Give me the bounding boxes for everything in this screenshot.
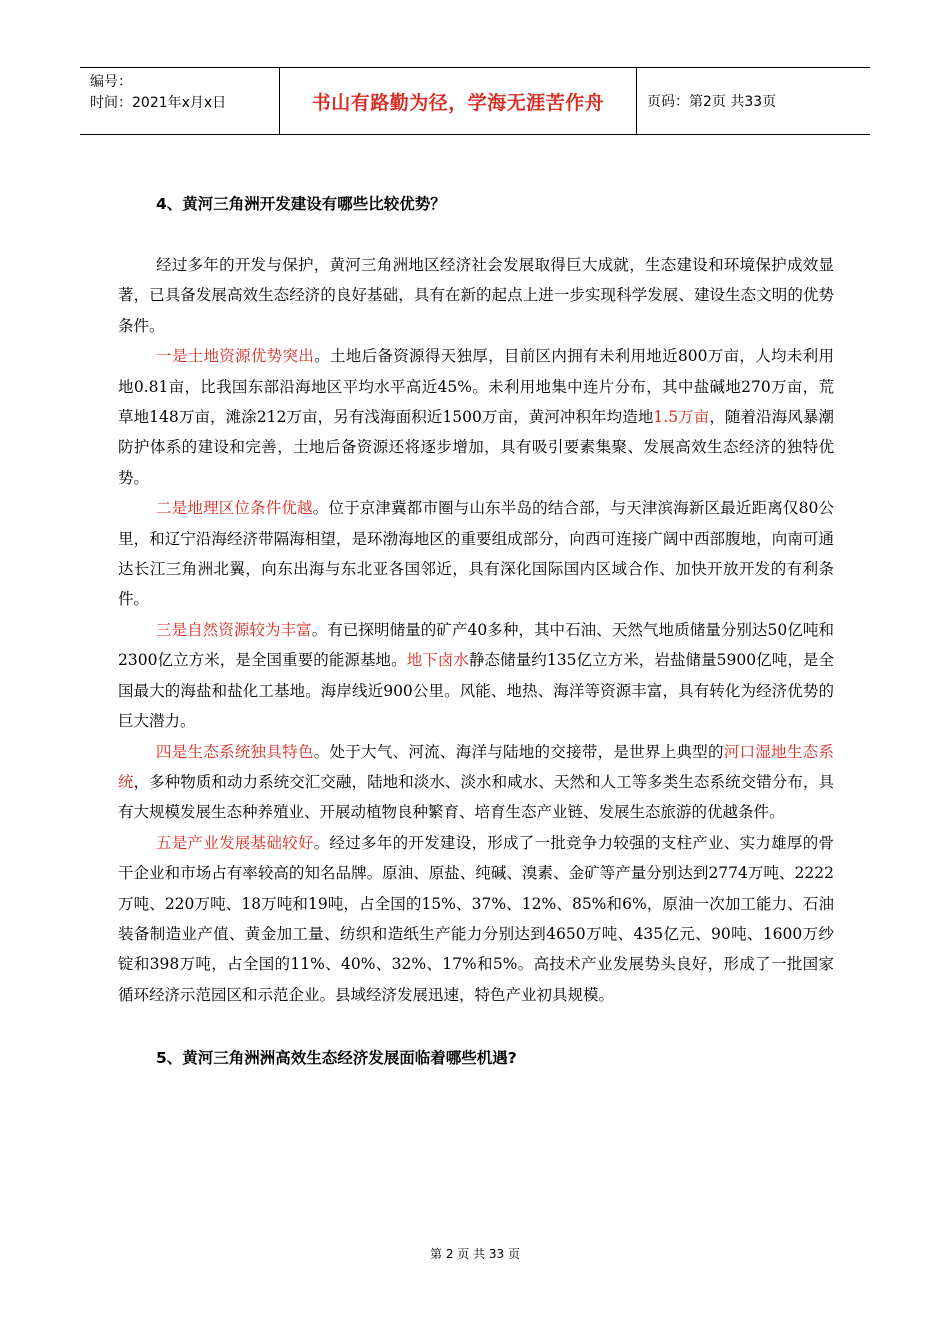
advantage-1-paragraph: [118, 341, 834, 493]
section-5-title: 5、黄河三角洲洲高效生态经济发展面临着哪些机遇?: [156, 1049, 517, 1068]
page-header: [80, 67, 870, 135]
advantage-1-text-a: 。土地后备资源得天独厚，目前区内拥有未利用地近800万亩，人均未利用地0.81亩，比我国东部沿海地区平均水平高近45%。未利用地集中连片分布，其中盐碱地270万亩，荒草地148万亩，滩涂212万亩，另有浅海面积近1500万亩，黄河冲积年均造地: [118, 347, 834, 427]
advantage-2-paragraph: [118, 493, 834, 615]
advantage-4-paragraph: [118, 737, 834, 828]
advantage-4-text-a: 。处于大气、河流、海洋与陆地的交接带，是世界上典型的: [313, 742, 724, 761]
advantage-3-paragraph: [118, 615, 834, 737]
advantage-5-paragraph: [118, 828, 834, 1010]
advantage-5-text: 。经过多年的开发建设，形成了一批竞争力较强的支柱产业、实力雄厚的骨干企业和市场占有率较高的知名品牌。原油、原盐、纯碱、溴素、金矿等产量分别达到2774万吨、2222万吨、220万吨、18万吨和19吨，占全国的15%、37%、12%、85%和6%，原油一次加工能力、石油装备制造业产值、黄金加工量、纺织和造纸生产能力分别达到4650万吨、435亿元、90吨、1600万纱锭和398万吨，占全国的11%、40%、32%、17%和5%。高技术产业发展势头良好，形成了一批国家循环经济示范园区和示范企业。县域经济发展迅速，特色产业初具规模。: [118, 833, 834, 1004]
date-label: 时间：2021年x月x日: [90, 95, 227, 111]
advantage-4-highlight: 河口湿地生态系统: [118, 742, 834, 791]
number-label: 编号：: [90, 74, 132, 90]
advantage-2-text: 。位于京津冀都市圈与山东半岛的结合部，与天津滨海新区最近距离仅80公里，和辽宁沿海经济带隔海相望，是环渤海地区的重要组成部分，向西可连接广阔中西部腹地，向南可通达长江三角洲北翼，向东出海与东北亚各国邻近，具有深化国际国内区域合作、加快开放开发的有利条件。: [118, 499, 834, 609]
advantage-3-highlight: 地下卤水: [406, 651, 469, 670]
section-4-intro: 经过多年的开发与保护，黄河三角洲地区经济社会发展取得巨大成就，生态建设和环境保护成效显著，已具备发展高效生态经济的良好基础，具有在新的起点上进一步实现科学发展、建设生态文明的优势条件。: [118, 256, 834, 335]
header-page-info: 页码：第2页 共33页: [647, 94, 777, 110]
page-footer: 第 2 页 共 33 页: [430, 1247, 520, 1261]
advantage-3-text-b: 静态储量约135亿立方米，岩盐储量5900亿吨，是全国最大的海盐和盐化工基地。海岸线近900公里。风能、地热、海洋等资源丰富，具有转化为经济优势的巨大潜力。: [118, 651, 834, 731]
advantage-3-text-a: 。有已探明储量的矿产40多种，其中石油、天然气地质储量分别达50亿吨和2300亿立方米，是全国重要的能源基地。: [118, 620, 834, 670]
advantage-3-heading: 三是自然资源较为丰富: [156, 620, 312, 639]
header-left-cell: [80, 68, 280, 134]
section-4-title: 4、黄河三角洲开发建设有哪些比较优势？: [156, 195, 446, 213]
advantage-4-text-b: ，多种物质和动力系统交汇交融，陆地和淡水、淡水和咸水、天然和人工等多类生态系统交错分布，具有大规模发展生态种养殖业、开展动植物良种繁育、培育生态产业链、发展生态旅游的优越条件。: [118, 772, 834, 822]
advantage-1-highlight: 1.5万亩: [653, 408, 710, 427]
advantage-5-heading: 五是产业发展基础较好: [156, 833, 314, 852]
advantage-1-heading: 一是土地资源优势突出: [156, 347, 315, 366]
document-body: [118, 188, 834, 1074]
advantage-1-text-b: ，随着沿海风暴潮防护体系的建设和完善，土地后备资源还将逐步增加，具有吸引要素集聚、发展高效生态经济的独特优势。: [118, 408, 834, 487]
advantage-4-heading: 四是生态系统独具特色: [156, 742, 314, 761]
advantage-2-heading: 二是地理区位条件优越: [156, 499, 313, 518]
header-motto: 书山有路勤为径，学海无涯苦作舟: [280, 68, 637, 134]
